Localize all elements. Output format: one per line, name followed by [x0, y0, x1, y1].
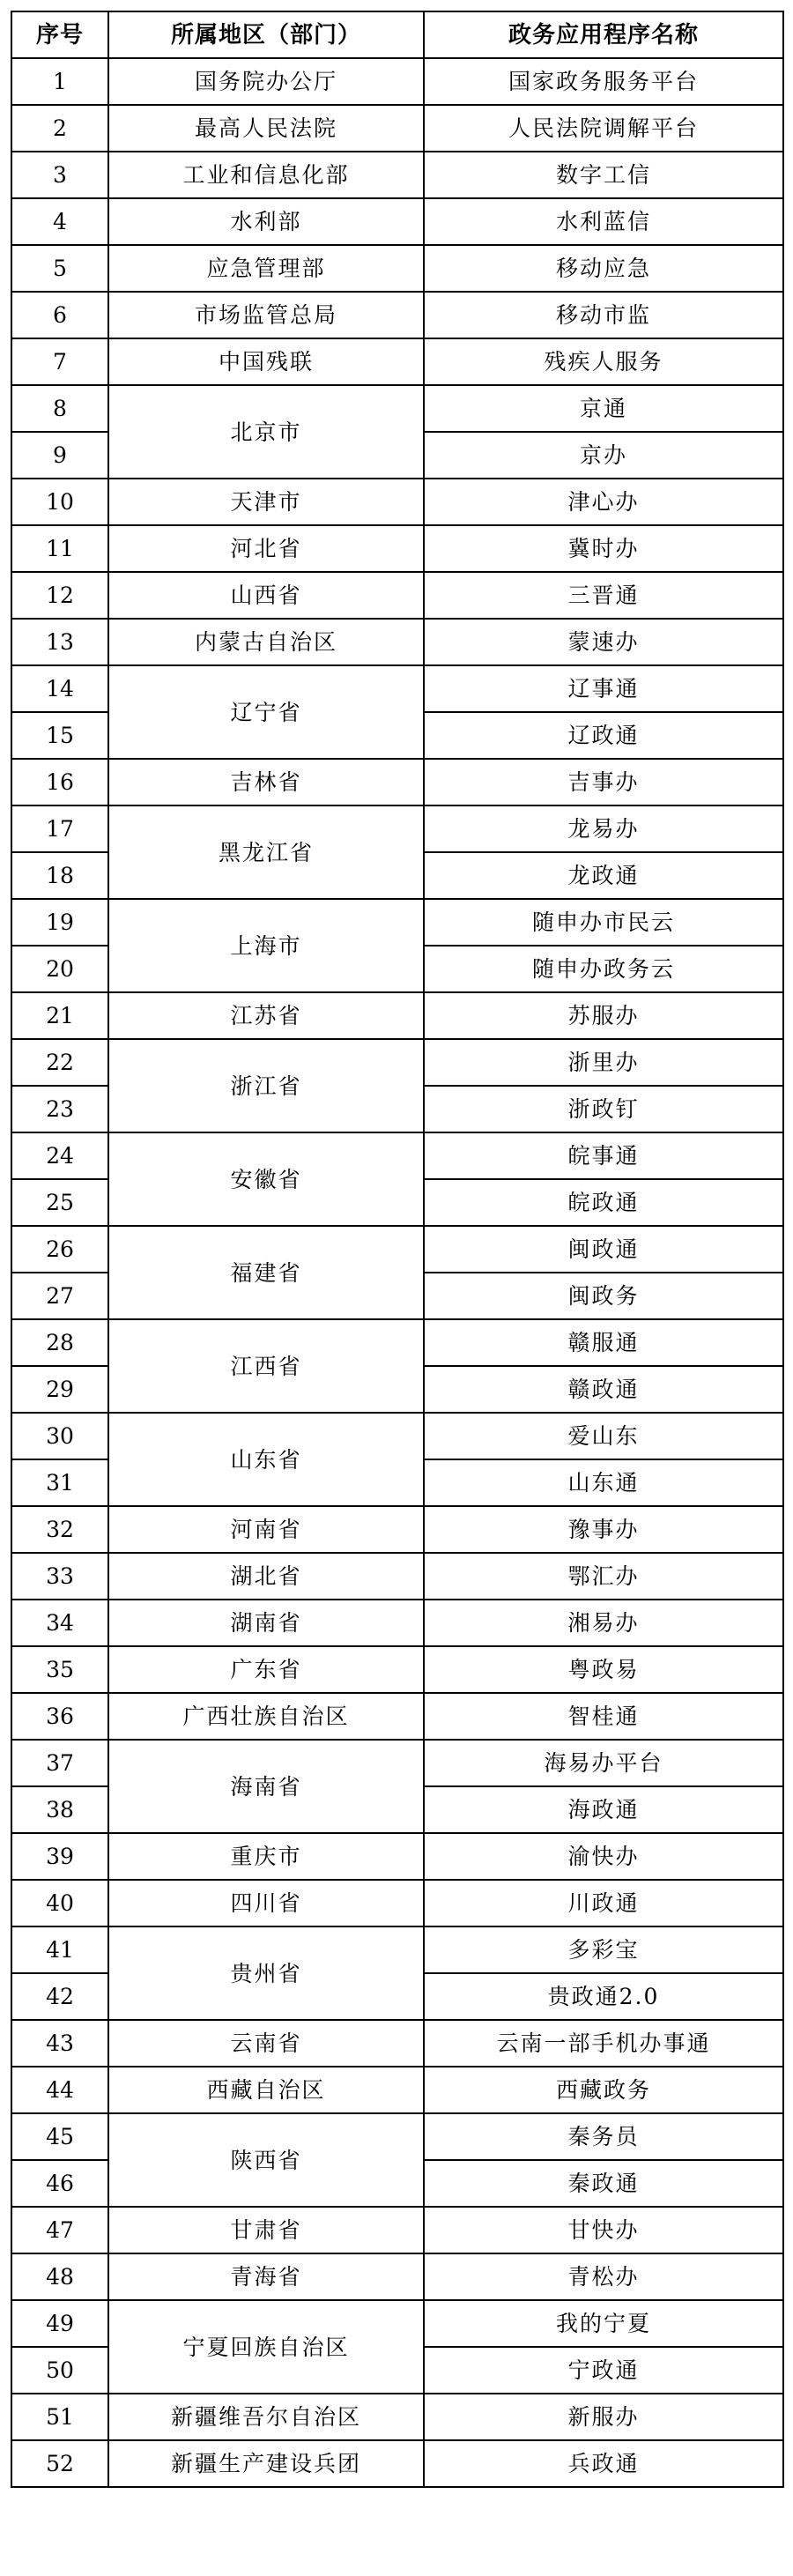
- table-row: [11, 1600, 783, 1646]
- row-region: 工业和信息化部: [108, 152, 424, 198]
- table-row: [11, 2113, 783, 2160]
- row-region: 最高人民法院: [108, 105, 424, 152]
- row-region: 四川省: [108, 1880, 424, 1926]
- table-row: [11, 2020, 783, 2067]
- row-app-name: 多彩宝: [424, 1926, 783, 1973]
- row-app-name: 龙政通: [424, 852, 783, 899]
- row-region: 中国残联: [108, 338, 424, 385]
- row-region: 江西省: [108, 1319, 424, 1413]
- row-index: 30: [11, 1413, 108, 1459]
- row-app-name: 秦政通: [424, 2160, 783, 2207]
- row-app-name: 水利蓝信: [424, 198, 783, 245]
- row-index: 18: [11, 852, 108, 899]
- row-index: 5: [11, 245, 108, 292]
- table-row: [11, 619, 783, 665]
- row-app-name: 川政通: [424, 1880, 783, 1926]
- row-region: 新疆生产建设兵团: [108, 2440, 424, 2487]
- row-region: 宁夏回族自治区: [108, 2300, 424, 2394]
- row-app-name: 赣服通: [424, 1319, 783, 1366]
- row-app-name: 云南一部手机办事通: [424, 2020, 783, 2067]
- row-app-name: 鄂汇办: [424, 1553, 783, 1600]
- row-app-name: 冀时办: [424, 525, 783, 572]
- row-index: 20: [11, 946, 108, 992]
- table-row: [11, 105, 783, 152]
- row-index: 12: [11, 572, 108, 619]
- row-index: 2: [11, 105, 108, 152]
- table-row: [11, 2394, 783, 2440]
- table-row: [11, 2300, 783, 2347]
- row-app-name: 龙易办: [424, 805, 783, 852]
- row-app-name: 渝快办: [424, 1833, 783, 1880]
- row-index: 48: [11, 2253, 108, 2300]
- row-index: 51: [11, 2394, 108, 2440]
- row-region: 广东省: [108, 1646, 424, 1693]
- table-row: [11, 292, 783, 338]
- row-index: 17: [11, 805, 108, 852]
- table-row: [11, 2067, 783, 2113]
- header-index: 序号: [11, 11, 108, 58]
- table-header-row: [11, 11, 783, 58]
- row-region: 天津市: [108, 479, 424, 525]
- row-index: 44: [11, 2067, 108, 2113]
- row-index: 1: [11, 58, 108, 105]
- row-index: 36: [11, 1693, 108, 1740]
- row-region: 广西壮族自治区: [108, 1693, 424, 1740]
- header-app: 政务应用程序名称: [424, 11, 783, 58]
- row-index: 10: [11, 479, 108, 525]
- row-app-name: 甘快办: [424, 2207, 783, 2253]
- row-app-name: 京办: [424, 432, 783, 479]
- row-app-name: 数字工信: [424, 152, 783, 198]
- row-app-name: 海政通: [424, 1786, 783, 1833]
- table-row: [11, 1319, 783, 1366]
- row-app-name: 蒙速办: [424, 619, 783, 665]
- row-index: 42: [11, 1973, 108, 2020]
- row-app-name: 青松办: [424, 2253, 783, 2300]
- row-app-name: 新服办: [424, 2394, 783, 2440]
- row-app-name: 移动市监: [424, 292, 783, 338]
- row-region: 湖北省: [108, 1553, 424, 1600]
- row-app-name: 闽政务: [424, 1273, 783, 1319]
- row-region: 甘肃省: [108, 2207, 424, 2253]
- table-row: [11, 805, 783, 852]
- row-app-name: 三晋通: [424, 572, 783, 619]
- table-row: [11, 525, 783, 572]
- row-index: 21: [11, 992, 108, 1039]
- header-region: 所属地区（部门）: [108, 11, 424, 58]
- table-body: [11, 58, 783, 2487]
- row-region: 西藏自治区: [108, 2067, 424, 2113]
- table-row: [11, 1646, 783, 1693]
- row-app-name: 闽政通: [424, 1226, 783, 1273]
- table-row: [11, 2253, 783, 2300]
- row-app-name: 浙政钉: [424, 1086, 783, 1132]
- row-index: 52: [11, 2440, 108, 2487]
- row-region: 新疆维吾尔自治区: [108, 2394, 424, 2440]
- table-row: [11, 665, 783, 712]
- row-app-name: 吉事办: [424, 759, 783, 805]
- row-region: 黑龙江省: [108, 805, 424, 899]
- row-index: 45: [11, 2113, 108, 2160]
- row-app-name: 浙里办: [424, 1039, 783, 1086]
- row-index: 33: [11, 1553, 108, 1600]
- table-row: [11, 1926, 783, 1973]
- row-index: 14: [11, 665, 108, 712]
- row-index: 6: [11, 292, 108, 338]
- row-index: 35: [11, 1646, 108, 1693]
- row-app-name: 山东通: [424, 1459, 783, 1506]
- row-region: 吉林省: [108, 759, 424, 805]
- row-index: 7: [11, 338, 108, 385]
- table-row: [11, 1226, 783, 1273]
- row-region: 上海市: [108, 899, 424, 992]
- row-index: 28: [11, 1319, 108, 1366]
- table-row: [11, 245, 783, 292]
- table-row: [11, 479, 783, 525]
- row-index: 39: [11, 1833, 108, 1880]
- row-index: 9: [11, 432, 108, 479]
- row-app-name: 秦务员: [424, 2113, 783, 2160]
- row-index: 47: [11, 2207, 108, 2253]
- row-region: 国务院办公厅: [108, 58, 424, 105]
- row-app-name: 海易办平台: [424, 1740, 783, 1786]
- row-index: 41: [11, 1926, 108, 1973]
- table-row: [11, 198, 783, 245]
- row-app-name: 智桂通: [424, 1693, 783, 1740]
- row-app-name: 残疾人服务: [424, 338, 783, 385]
- row-region: 福建省: [108, 1226, 424, 1319]
- row-index: 38: [11, 1786, 108, 1833]
- table-row: [11, 1413, 783, 1459]
- row-index: 23: [11, 1086, 108, 1132]
- row-index: 13: [11, 619, 108, 665]
- row-region: 云南省: [108, 2020, 424, 2067]
- row-index: 46: [11, 2160, 108, 2207]
- row-index: 34: [11, 1600, 108, 1646]
- row-index: 4: [11, 198, 108, 245]
- row-index: 3: [11, 152, 108, 198]
- row-region: 河南省: [108, 1506, 424, 1553]
- row-region: 辽宁省: [108, 665, 424, 759]
- row-index: 40: [11, 1880, 108, 1926]
- row-app-name: 皖政通: [424, 1179, 783, 1226]
- row-index: 37: [11, 1740, 108, 1786]
- table-row: [11, 1693, 783, 1740]
- row-region: 北京市: [108, 385, 424, 479]
- row-app-name: 粤政易: [424, 1646, 783, 1693]
- row-app-name: 宁政通: [424, 2347, 783, 2394]
- row-region: 重庆市: [108, 1833, 424, 1880]
- row-region: 山东省: [108, 1413, 424, 1506]
- table-row: [11, 759, 783, 805]
- row-index: 31: [11, 1459, 108, 1506]
- row-index: 16: [11, 759, 108, 805]
- table-row: [11, 2440, 783, 2487]
- row-app-name: 西藏政务: [424, 2067, 783, 2113]
- table-row: [11, 1506, 783, 1553]
- row-region: 陕西省: [108, 2113, 424, 2207]
- row-index: 29: [11, 1366, 108, 1413]
- row-region: 应急管理部: [108, 245, 424, 292]
- row-region: 市场监管总局: [108, 292, 424, 338]
- row-app-name: 京通: [424, 385, 783, 432]
- table-row: [11, 1132, 783, 1179]
- row-app-name: 我的宁夏: [424, 2300, 783, 2347]
- row-index: 22: [11, 1039, 108, 1086]
- government-app-table: [11, 11, 784, 2488]
- row-index: 50: [11, 2347, 108, 2394]
- row-index: 43: [11, 2020, 108, 2067]
- row-index: 49: [11, 2300, 108, 2347]
- row-app-name: 移动应急: [424, 245, 783, 292]
- row-app-name: 人民法院调解平台: [424, 105, 783, 152]
- row-region: 青海省: [108, 2253, 424, 2300]
- table-row: [11, 1880, 783, 1926]
- table-row: [11, 338, 783, 385]
- table-row: [11, 1833, 783, 1880]
- row-app-name: 爱山东: [424, 1413, 783, 1459]
- row-region: 河北省: [108, 525, 424, 572]
- row-app-name: 贵政通2.0: [424, 1973, 783, 2020]
- row-region: 海南省: [108, 1740, 424, 1833]
- table-row: [11, 1553, 783, 1600]
- row-index: 15: [11, 712, 108, 759]
- row-app-name: 辽事通: [424, 665, 783, 712]
- table-row: [11, 58, 783, 105]
- row-app-name: 随申办政务云: [424, 946, 783, 992]
- row-region: 湖南省: [108, 1600, 424, 1646]
- table-row: [11, 572, 783, 619]
- row-app-name: 豫事办: [424, 1506, 783, 1553]
- row-index: 25: [11, 1179, 108, 1226]
- row-index: 27: [11, 1273, 108, 1319]
- row-app-name: 兵政通: [424, 2440, 783, 2487]
- row-app-name: 国家政务服务平台: [424, 58, 783, 105]
- row-index: 11: [11, 525, 108, 572]
- row-index: 24: [11, 1132, 108, 1179]
- table-row: [11, 152, 783, 198]
- row-app-name: 辽政通: [424, 712, 783, 759]
- row-region: 江苏省: [108, 992, 424, 1039]
- row-region: 水利部: [108, 198, 424, 245]
- row-app-name: 津心办: [424, 479, 783, 525]
- row-index: 8: [11, 385, 108, 432]
- row-app-name: 随申办市民云: [424, 899, 783, 946]
- table-row: [11, 2207, 783, 2253]
- table-row: [11, 1039, 783, 1086]
- table-row: [11, 899, 783, 946]
- table-row: [11, 992, 783, 1039]
- row-region: 内蒙古自治区: [108, 619, 424, 665]
- row-region: 贵州省: [108, 1926, 424, 2020]
- row-index: 32: [11, 1506, 108, 1553]
- row-app-name: 苏服办: [424, 992, 783, 1039]
- row-region: 安徽省: [108, 1132, 424, 1226]
- row-app-name: 湘易办: [424, 1600, 783, 1646]
- row-index: 26: [11, 1226, 108, 1273]
- table-row: [11, 385, 783, 432]
- row-app-name: 皖事通: [424, 1132, 783, 1179]
- row-app-name: 赣政通: [424, 1366, 783, 1413]
- row-region: 山西省: [108, 572, 424, 619]
- row-region: 浙江省: [108, 1039, 424, 1132]
- row-index: 19: [11, 899, 108, 946]
- table-row: [11, 1740, 783, 1786]
